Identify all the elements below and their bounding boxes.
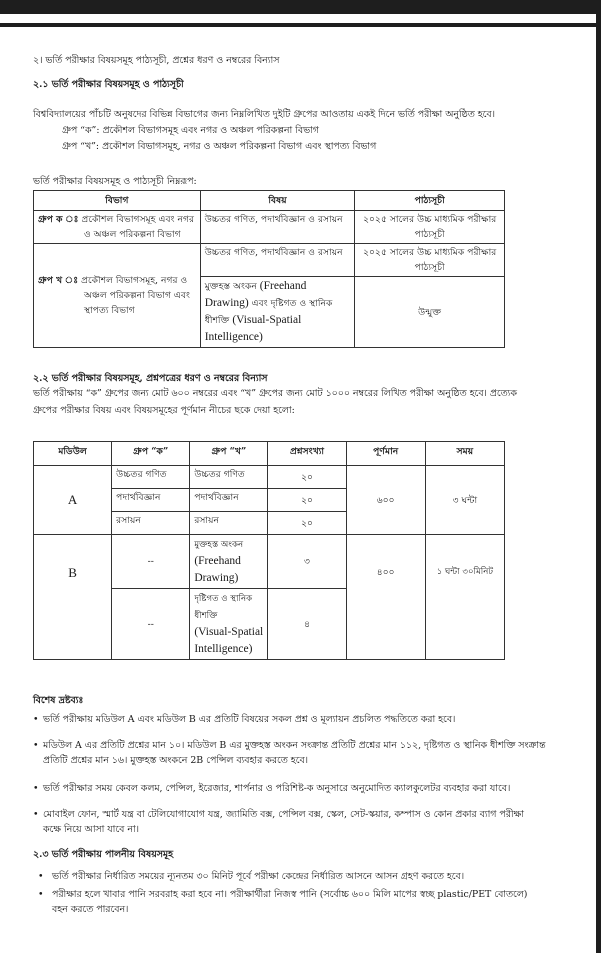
rule-item bbox=[38, 887, 578, 917]
subject-group-kha-b bbox=[200, 277, 355, 348]
note-item bbox=[33, 781, 573, 796]
header-subject: বিষয় bbox=[200, 191, 355, 211]
section-2-2-title: ২.২ ভর্তি পরীক্ষার বিষয়সমূহ, প্রশ্নপত্রের ধরণ ও নম্বরের বিন্যাস bbox=[33, 373, 268, 384]
module-a-time: ৩ ঘন্টা bbox=[425, 466, 504, 535]
rule-text: পরীক্ষার হলে খাবার পানি সরবরাহ করা হবে না। পরীক্ষার্থীরা নিজস্ব পানি (সর্বোচ্চ ৬০০ মিলি মাপের স্বচ্ছ plastic/PET বোতলে) bbox=[52, 889, 528, 900]
marks-distribution-table bbox=[33, 441, 505, 660]
note-text: ভর্তি পরীক্ষায় মডিউল A এবং মডিউল B এর প্রতিটি বিষয়ের সকল প্রশ্ন ও মূল্যায়ন প্রচলিত পদ্ধতিতে করা হবে। bbox=[43, 714, 456, 725]
header-module: মডিউল bbox=[34, 442, 112, 466]
dept-group-ka-text-2: ও অঞ্চল পরিকল্পনা বিভাগ bbox=[84, 229, 181, 240]
subject-group-ka: উচ্চতর গণিত, পদার্থবিজ্ঞান ও রসায়ন bbox=[200, 211, 355, 244]
freehand-drawing-en: (Freehand Drawing) bbox=[194, 555, 241, 584]
module-b-questions: ৪ bbox=[268, 589, 346, 660]
header-group-ka: গ্রুপ “ক” bbox=[112, 442, 190, 466]
syllabus-table bbox=[33, 190, 505, 348]
table-row bbox=[34, 535, 505, 589]
header-full-marks: পূর্ণমান bbox=[346, 442, 425, 466]
bullet-icon: • bbox=[38, 889, 44, 900]
module-a-group-kha: উচ্চতর গণিত bbox=[190, 466, 268, 489]
module-b-group-ka: -- bbox=[112, 589, 190, 660]
document-page bbox=[0, 27, 596, 953]
bullet-icon: • bbox=[38, 871, 44, 882]
visual-spatial-en: (Visual-Spatial Intelligence) bbox=[204, 314, 302, 343]
rule-item bbox=[38, 869, 578, 884]
viewer-right-edge bbox=[596, 14, 601, 953]
module-a-group-ka: রসায়ন bbox=[112, 512, 190, 535]
bullet-icon: • bbox=[33, 783, 39, 794]
module-b-group-kha bbox=[190, 535, 268, 589]
note-item bbox=[33, 807, 573, 837]
module-b-time: ১ ঘন্টা ৩০মিনিট bbox=[425, 535, 504, 660]
module-a-group-ka: উচ্চতর গণিত bbox=[112, 466, 190, 489]
module-b-group-ka: -- bbox=[112, 535, 190, 589]
freehand-drawing-bn: মুক্তহস্ত অংকন bbox=[194, 540, 244, 550]
syllabus-group-kha-b: উন্মুক্ত bbox=[355, 277, 505, 348]
note-text: মোবাইল ফোন, স্মার্ট যন্ত্র বা টেলিযোগাযোগ যন্ত্র, জ্যামিতি বক্স, পেন্সিল বক্স, স্কেল, সেট-স্কয়ার, কম্পাস ও কোন প্রকার ব্যাগ পরীক্ষা bbox=[43, 809, 524, 820]
syllabus-group-kha-a: ২০২৫ সালের উচ্চ মাধ্যমিক পরীক্ষার পাঠ্যসূচী bbox=[355, 244, 505, 277]
rule-text-cont: বহন করতে পারবেন। bbox=[52, 904, 129, 915]
dept-group-ka-text: প্রকৌশল বিভাগসমূহ এবং নগর bbox=[78, 214, 195, 225]
bullet-icon: • bbox=[33, 809, 39, 820]
rule-text: ভর্তি পরীক্ষার নির্ধারিত সময়ের ন্যূনতম ৩০ মিনিট পূর্বে পরীক্ষা কেন্দ্রের নির্ধারিত আসনে আসন গ্রহণ করতে হবে। bbox=[52, 871, 465, 882]
dept-group-kha bbox=[34, 244, 201, 348]
bullet-icon: • bbox=[33, 714, 39, 725]
dept-group-kha-text-2: অঞ্চল পরিকল্পনা বিভাগ এবং bbox=[84, 290, 190, 301]
group-kha-label: গ্রুপ খ ঃ bbox=[38, 275, 79, 286]
note-text: মডিউল A এর প্রতিটি প্রশ্নের মান ১০। মডিউল B এর মুক্তহস্ত অংকন সংক্রান্ত প্রতিটি প্রশ্নের মান ১১২, দৃষ্টিগত ও স্থানিক ধীশক্তি সংক্রান্ত bbox=[43, 740, 546, 751]
bullet-icon: • bbox=[33, 740, 39, 751]
group-kha-line: গ্রুপ “খ”: প্রকৌশল বিভাগসমূহ, নগর ও অঞ্চল পরিকল্পনা বিভাগ এবং স্থাপত্য বিভাগ bbox=[62, 141, 377, 152]
visual-spatial-bn: এবং দৃষ্টিগত ও স্থানিক ধীশক্তি bbox=[204, 298, 333, 326]
header-time: সময় bbox=[425, 442, 504, 466]
freehand-drawing-en: (Freehand Drawing) bbox=[204, 280, 307, 309]
section-2-1-title: ২.১ ভর্তি পরীক্ষার বিষয়সমূহ ও পাঠ্যসূচী bbox=[33, 79, 184, 90]
syllabus-table-caption: ভর্তি পরীক্ষার বিষয়সমূহ ও পাঠ্যসূচী নিম্নরূপ: bbox=[33, 176, 197, 187]
syllabus-group-ka: ২০২৫ সালের উচ্চ মাধ্যমিক পরীক্ষার পাঠ্যসূচী bbox=[355, 211, 505, 244]
section-2-1-intro: বিশ্ববিদ্যালয়ের পাঁচটি অনুষদের বিভিন্ন বিভাগের জন্য নিম্নলিখিত দুইটি গ্রুপের আওতায় একই দিনে ভর্তি পরীক্ষা অনুষ্ঠিত হবে। bbox=[33, 109, 495, 120]
module-a-questions: ২০ bbox=[268, 466, 346, 489]
table-row bbox=[34, 466, 505, 489]
header-questions: প্রশ্নসংখ্যা bbox=[268, 442, 346, 466]
note-text-cont: কক্ষে নিয়ে আসা যাবে না। bbox=[43, 824, 140, 835]
dept-group-kha-text: প্রকৌশল বিভাগসমূহ, নগর ও bbox=[78, 275, 188, 286]
header-syllabus: পাঠ্যসূচী bbox=[355, 191, 505, 211]
visual-spatial-bn: দৃষ্টিগত ও স্থানিক ধীশক্তি bbox=[194, 594, 253, 621]
module-b-full-marks: ৪০০ bbox=[346, 535, 425, 660]
viewer-top-bar bbox=[0, 0, 601, 14]
freehand-drawing-bn: মুক্তহস্ত অংকন bbox=[204, 281, 257, 292]
module-a-group-kha: রসায়ন bbox=[190, 512, 268, 535]
section-2-2-para-line1: ভর্তি পরীক্ষায় “ক” গ্রুপের জন্য মোট ৬০০ নম্বরের এবং “খ” গ্রুপের জন্য মোট ১০০০ নম্বরের লিখিত পরীক্ষা অনুষ্ঠিত হবে। প্রত্যেক bbox=[33, 388, 517, 399]
header-group-kha: গ্রুপ “খ” bbox=[190, 442, 268, 466]
subject-group-kha-a: উচ্চতর গণিত, পদার্থবিজ্ঞান ও রসায়ন bbox=[200, 244, 355, 277]
table-row bbox=[34, 211, 505, 244]
special-notes-title: বিশেষ দ্রষ্টব্যঃ bbox=[33, 695, 84, 706]
section-2-3-title: ২.৩ ভর্তি পরীক্ষায় পালনীয় বিষয়সমূহ bbox=[33, 849, 174, 860]
note-text: ভর্তি পরীক্ষার সময় কেবল কলম, পেন্সিল, ইরেজার, শার্পনার ও পরিশিষ্ট-ক অনুসারে অনুমোদিত ক্যালকুলেটর ব্যবহার করা যাবে। bbox=[43, 783, 511, 794]
module-b-questions: ৩ bbox=[268, 535, 346, 589]
visual-spatial-en: (Visual-Spatial Intelligence) bbox=[194, 626, 264, 655]
group-ka-label: গ্রুপ ক ঃ bbox=[38, 214, 79, 225]
module-a-questions: ২০ bbox=[268, 512, 346, 535]
section-2-2-para-line2: গ্রুপের পরীক্ষার বিষয় এবং বিষয়সমূহের পূর্ণমান নীচের ছকে দেয়া হলো: bbox=[33, 405, 295, 416]
module-a-full-marks: ৬০০ bbox=[346, 466, 425, 535]
module-a-group-kha: পদার্থবিজ্ঞান bbox=[190, 489, 268, 512]
dept-group-kha-text-3: স্থাপত্য বিভাগ bbox=[84, 305, 135, 316]
dept-group-ka bbox=[34, 211, 201, 244]
table-header-row bbox=[34, 442, 505, 466]
note-item bbox=[33, 712, 573, 727]
module-a-group-ka: পদার্থবিজ্ঞান bbox=[112, 489, 190, 512]
module-b-group-kha bbox=[190, 589, 268, 660]
header-department: বিভাগ bbox=[34, 191, 201, 211]
module-b-label: B bbox=[34, 535, 112, 660]
group-ka-line: গ্রুপ “ক”: প্রকৌশল বিভাগসমূহ এবং নগর ও অঞ্চল পরিকল্পনা বিভাগ bbox=[62, 125, 319, 136]
table-row bbox=[34, 244, 505, 277]
note-item bbox=[33, 738, 573, 768]
main-heading: ২। ভর্তি পরীক্ষার বিষয়সমূহ পাঠ্যসূচী, প্রশ্নের ধরণ ও নম্বরের বিন্যাস bbox=[33, 55, 280, 66]
module-a-label: A bbox=[34, 466, 112, 535]
module-a-questions: ২০ bbox=[268, 489, 346, 512]
table-header-row bbox=[34, 191, 505, 211]
note-text-cont: প্রতিটি প্রশ্নের মান ১৬। মুক্তহস্ত অংকনে 2B পেন্সিল ব্যবহার করতে হবে। bbox=[43, 755, 309, 766]
previous-page-edge bbox=[0, 14, 596, 23]
